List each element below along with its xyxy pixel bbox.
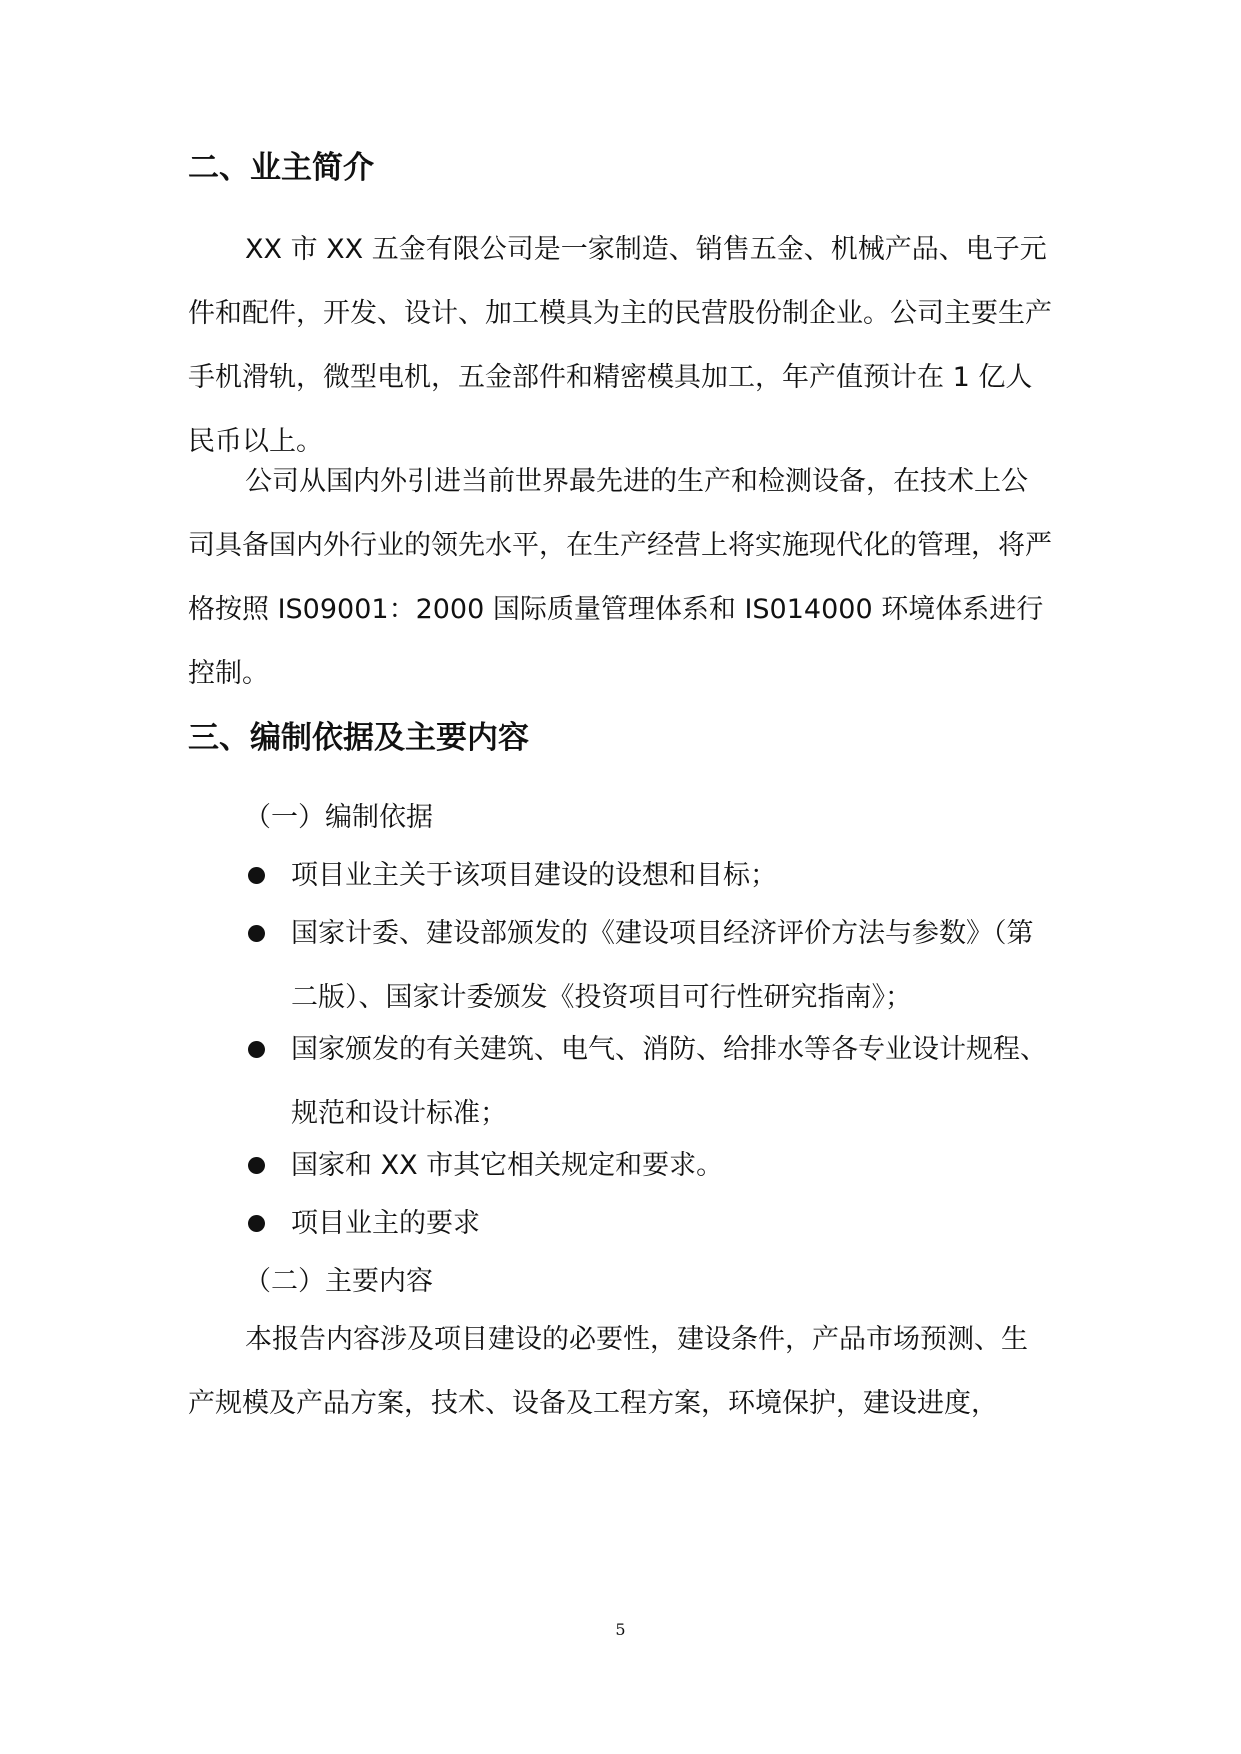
section-2-paragraph-1 xyxy=(188,218,1053,474)
bullet-dot-icon xyxy=(248,1215,265,1232)
paragraph-1-text: XX 市 XX 五金有限公司是一家制造、销售五金、机械产品、电子元件和配件，开发、设计、加工模具为主的民营股份制企业。公司主要生产手机滑轨，微型电机，五金部件和精密模具加工，年产值预计在 1 亿人民币以上。 xyxy=(188,234,1052,457)
section-3-heading: 三、编制依据及主要内容 xyxy=(188,720,529,756)
subsection-1-heading: （一）编制依据 xyxy=(244,802,433,833)
section-2-heading: 二、业主简介 xyxy=(188,150,374,186)
subsection-2-heading: （二）主要内容 xyxy=(244,1266,433,1297)
paragraph-3-text: 本报告内容涉及项目建设的必要性，建设条件，产品市场预测、生产规模及产品方案，技术、设备及工程方案，环境保护，建设进度， xyxy=(188,1324,1028,1419)
bullet-dot-icon xyxy=(248,1041,265,1058)
bullet-text-5: 项目业主的要求 xyxy=(291,1208,480,1239)
bullet-dot-icon xyxy=(248,867,265,884)
bullet-dot-icon xyxy=(248,925,265,942)
bullet-text-2: 国家计委、建设部颁发的《建设项目经济评价方法与参数》（第二版）、国家计委颁发《投资项目可行性研究指南》； xyxy=(291,918,1034,1013)
bullet-text-3: 国家颁发的有关建筑、电气、消防、给排水等各专业设计规程、规范和设计标准； xyxy=(291,1034,1047,1129)
bullet-text-1: 项目业主关于该项目建设的设想和目标； xyxy=(291,860,777,891)
section-2-paragraph-2 xyxy=(188,450,1053,706)
bullet-text-4: 国家和 XX 市其它相关规定和要求。 xyxy=(291,1150,724,1181)
section-3-paragraph xyxy=(188,1308,1053,1436)
paragraph-2-text: 公司从国内外引进当前世界最先进的生产和检测设备，在技术上公司具备国内外行业的领先水平，在生产经营上将实施现代化的管理，将严格按照 IS09001：2000 国际质量管理体系和 IS014000 环境体系进行控制。 xyxy=(188,466,1052,689)
page-number: 5 xyxy=(615,1620,626,1639)
bullet-dot-icon xyxy=(248,1157,265,1174)
